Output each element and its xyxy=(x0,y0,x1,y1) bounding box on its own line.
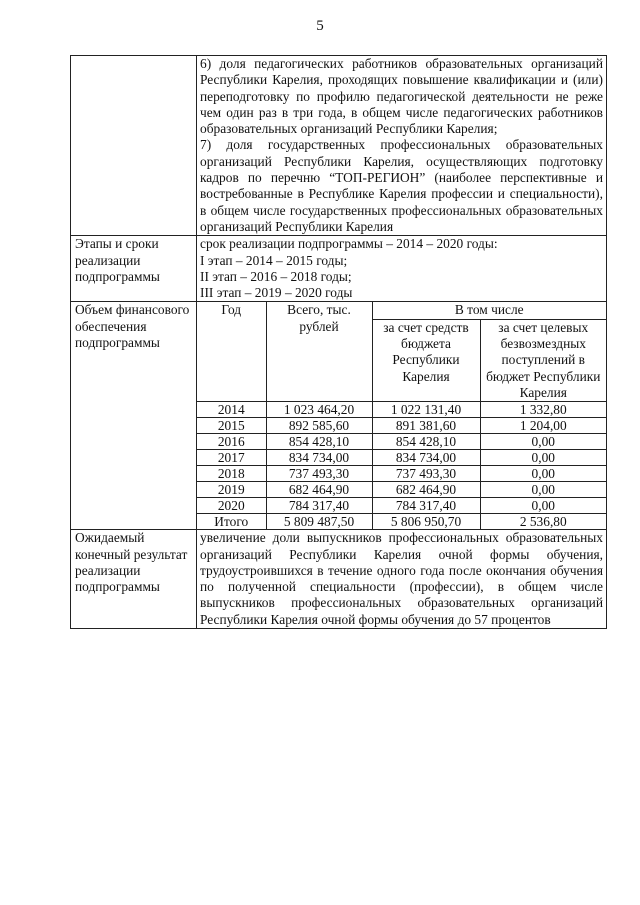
row-budget: 5 806 950,70 xyxy=(372,514,480,530)
stages-line-2: I этап – 2014 – 2015 годы; xyxy=(200,252,348,268)
row-year: 2015 xyxy=(197,418,266,434)
row-year: 2016 xyxy=(197,434,266,450)
row-grants: 0,00 xyxy=(480,498,606,514)
financing-header-row xyxy=(197,302,606,319)
row-grants: 1 204,00 xyxy=(480,418,606,434)
row-budget: 854 428,10 xyxy=(372,434,480,450)
row-total: 682 464,90 xyxy=(266,482,372,498)
row-total: 784 317,40 xyxy=(266,498,372,514)
row-total: 1 023 464,20 xyxy=(266,402,372,418)
row-year: Итого xyxy=(197,514,266,530)
header-budget: за счет средств бюджета Республики Карелия xyxy=(372,319,480,401)
table-row xyxy=(197,434,606,450)
row-budget: 737 493,30 xyxy=(372,466,480,482)
row-total: 834 734,00 xyxy=(266,450,372,466)
result-cell xyxy=(197,530,607,629)
row-grants: 0,00 xyxy=(480,434,606,450)
row-budget: 891 381,60 xyxy=(372,418,480,434)
indicator-7: 7) доля государственных профессиональных образовательных организаций Республики Карелия, осуществляющих подготовку кадров по перечню “ТОП-РЕГИОН” (наиболее перспективные и востребованные в Республике Карелия профессии и специальности), в общем числе государственных профессиональных образовательных организаций Республики Карелия xyxy=(200,137,603,234)
table-row xyxy=(197,402,606,418)
stages-label: Этапы и сроки реализации подпрограммы xyxy=(71,236,197,302)
page-number: 5 xyxy=(316,18,324,34)
row-budget: 682 464,90 xyxy=(372,482,480,498)
indicators-label-cell xyxy=(71,56,197,236)
row-total: 5 809 487,50 xyxy=(266,514,372,530)
financing-label: Объем финансового обеспечения подпрограммы xyxy=(71,302,197,530)
row-grants: 1 332,80 xyxy=(480,402,606,418)
row-grants: 0,00 xyxy=(480,466,606,482)
header-total: Всего, тыс. рублей xyxy=(266,302,372,401)
financing-cell xyxy=(197,302,607,530)
stages-row xyxy=(71,236,607,302)
header-including: В том числе xyxy=(372,302,606,319)
table-row xyxy=(197,498,606,514)
result-row xyxy=(71,530,607,629)
row-budget: 784 317,40 xyxy=(372,498,480,514)
row-grants: 2 536,80 xyxy=(480,514,606,530)
passport-table xyxy=(70,55,607,629)
stages-cell xyxy=(197,236,607,302)
stages-line-3: II этап – 2016 – 2018 годы; xyxy=(200,268,352,284)
row-grants: 0,00 xyxy=(480,482,606,498)
indicators-cell xyxy=(197,56,607,236)
row-year: 2017 xyxy=(197,450,266,466)
row-year: 2014 xyxy=(197,402,266,418)
table-row xyxy=(197,466,606,482)
row-total: 892 585,60 xyxy=(266,418,372,434)
row-budget: 834 734,00 xyxy=(372,450,480,466)
row-year: 2020 xyxy=(197,498,266,514)
header-grants: за счет целевых безвозмездных поступлений в бюджет Республики Карелия xyxy=(480,319,606,401)
financing-row xyxy=(71,302,607,530)
row-year: 2018 xyxy=(197,466,266,482)
indicator-6: 6) доля педагогических работников образовательных организаций Республики Карелия, проходящих повышение квалификации и (или) переподготовку по профилю педагогической деятельности не реже чем один раз в три года, в общем числе педагогических работников образовательных организаций Республики Карелия; xyxy=(200,56,603,137)
row-total: 737 493,30 xyxy=(266,466,372,482)
table-row-total xyxy=(197,514,606,530)
result-text: увеличение доли выпускников профессиональных образовательных организаций Республики Карелия очной формы обучения, трудоустроившихся в течение одного года после окончания обучения по полученной специальности (профессии), в общем числе выпускников профессиональных образовательных организаций Республики Карелия очной формы обучения до 57 процентов xyxy=(200,530,603,627)
financing-table xyxy=(197,302,606,529)
row-grants: 0,00 xyxy=(480,450,606,466)
row-budget: 1 022 131,40 xyxy=(372,402,480,418)
table-row xyxy=(197,482,606,498)
stages-line-1: срок реализации подпрограммы – 2014 – 2020 годы: xyxy=(200,236,498,252)
indicators-row xyxy=(71,56,607,236)
result-label: Ожидаемый конечный результат реализации подпрограммы xyxy=(71,530,197,629)
row-total: 854 428,10 xyxy=(266,434,372,450)
header-year: Год xyxy=(197,302,266,401)
row-year: 2019 xyxy=(197,482,266,498)
stages-line-4: III этап – 2019 – 2020 годы xyxy=(200,285,353,301)
table-row xyxy=(197,450,606,466)
table-row xyxy=(197,418,606,434)
